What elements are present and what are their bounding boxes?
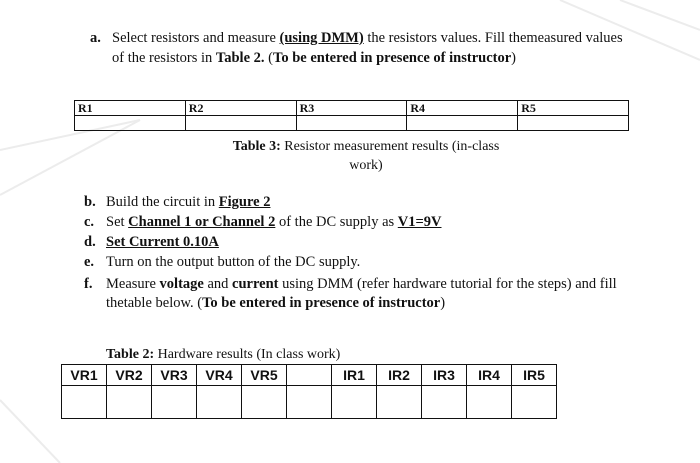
header-vr1: VR1 xyxy=(62,365,107,386)
value-cell-vr5 xyxy=(242,386,287,419)
step-a-label: a. xyxy=(90,30,101,46)
step-c-text-mid: of the DC supply as xyxy=(275,214,398,230)
resistor-table-header xyxy=(75,101,629,116)
header-spacer xyxy=(287,365,332,386)
step-a-text-pre: Select resistors and measure xyxy=(112,30,280,46)
step-e xyxy=(84,252,360,272)
header-ir4: IR4 xyxy=(467,365,512,386)
header-r2: R2 xyxy=(185,101,296,116)
step-a-text-post: the resistors values. Fill themeasured values xyxy=(363,30,623,46)
step-f-line2-close: ) xyxy=(440,295,446,311)
step-c xyxy=(84,212,442,232)
hardware-table-values xyxy=(62,386,557,419)
step-b-text: Build the circuit in xyxy=(106,194,219,210)
value-cell-ir3 xyxy=(422,386,467,419)
value-cell-ir2 xyxy=(377,386,422,419)
step-d-label: d. xyxy=(84,234,96,250)
header-ir1: IR1 xyxy=(332,365,377,386)
header-ir3: IR3 xyxy=(422,365,467,386)
header-r5: R5 xyxy=(518,101,629,116)
step-f-current: current xyxy=(232,276,279,292)
step-f-and: and xyxy=(203,276,233,292)
step-a-line2 xyxy=(112,48,516,68)
header-vr3: VR3 xyxy=(152,365,197,386)
step-a-line1 xyxy=(90,28,623,48)
hardware-table-header xyxy=(62,365,557,386)
step-a-using-dmm: (using DMM) xyxy=(279,30,364,46)
header-vr5: VR5 xyxy=(242,365,287,386)
step-e-text: Turn on the output button of the DC supply. xyxy=(106,254,361,270)
table2-caption-text: Hardware results (In class work) xyxy=(154,347,341,362)
step-c-channel: Channel 1 or Channel 2 xyxy=(128,214,276,230)
step-b-label: b. xyxy=(84,194,96,210)
value-cell-ir1 xyxy=(332,386,377,419)
header-ir2: IR2 xyxy=(377,365,422,386)
header-r3: R3 xyxy=(296,101,407,116)
step-c-label: c. xyxy=(84,214,95,230)
value-cell-spacer xyxy=(287,386,332,419)
header-r4: R4 xyxy=(407,101,518,116)
value-cell-r2 xyxy=(185,116,296,131)
step-a-line2-close: ) xyxy=(511,50,516,66)
step-f-voltage: voltage xyxy=(159,276,204,292)
step-f-line2-pre: thetable below. ( xyxy=(106,295,203,311)
value-cell-vr3 xyxy=(152,386,197,419)
table3-caption xyxy=(206,137,526,175)
step-d xyxy=(84,232,219,252)
step-c-voltage: V1=9V xyxy=(397,214,442,230)
step-b xyxy=(84,192,270,212)
value-cell-r5 xyxy=(518,116,629,131)
step-e-label: e. xyxy=(84,254,95,270)
value-cell-r4 xyxy=(407,116,518,131)
step-f-text-pre: Measure xyxy=(106,276,160,292)
resistor-table-values xyxy=(75,116,629,131)
table2-caption xyxy=(106,345,340,365)
step-a-line2-pre: of the resistors in xyxy=(112,50,216,66)
table3-caption-label: Table 3: xyxy=(232,139,281,154)
header-r1: R1 xyxy=(75,101,186,116)
header-vr4: VR4 xyxy=(197,365,242,386)
step-f-line2 xyxy=(106,293,445,313)
table3-caption-line1: Resistor measurement results (in-class xyxy=(280,139,500,154)
table2-caption-label: Table 2: xyxy=(106,347,155,362)
hardware-results-table xyxy=(61,364,557,419)
value-cell-ir5 xyxy=(512,386,557,419)
resistor-table xyxy=(74,100,629,131)
table3-caption-line2: work) xyxy=(349,158,383,173)
step-f-text-post: using DMM (refer hardware tutorial for the steps) and fill xyxy=(278,276,617,292)
value-cell-r1 xyxy=(75,116,186,131)
step-f-label: f. xyxy=(84,276,93,292)
value-cell-vr4 xyxy=(197,386,242,419)
value-cell-r3 xyxy=(296,116,407,131)
step-d-set-current: Set Current 0.10A xyxy=(106,234,219,250)
value-cell-ir4 xyxy=(467,386,512,419)
step-f-instructor-note: To be entered in presence of instructor xyxy=(202,295,441,311)
step-a-table-ref: Table 2. xyxy=(215,50,265,66)
figure-2-link: Figure 2 xyxy=(218,194,271,210)
header-ir5: IR5 xyxy=(512,365,557,386)
step-a-instructor-note: To be entered in presence of instructor xyxy=(273,50,512,66)
value-cell-vr2 xyxy=(107,386,152,419)
header-vr2: VR2 xyxy=(107,365,152,386)
value-cell-vr1 xyxy=(62,386,107,419)
step-f-line1 xyxy=(84,274,617,294)
step-a-line2-paren: ( xyxy=(264,50,273,66)
step-c-text-pre: Set xyxy=(106,214,129,230)
